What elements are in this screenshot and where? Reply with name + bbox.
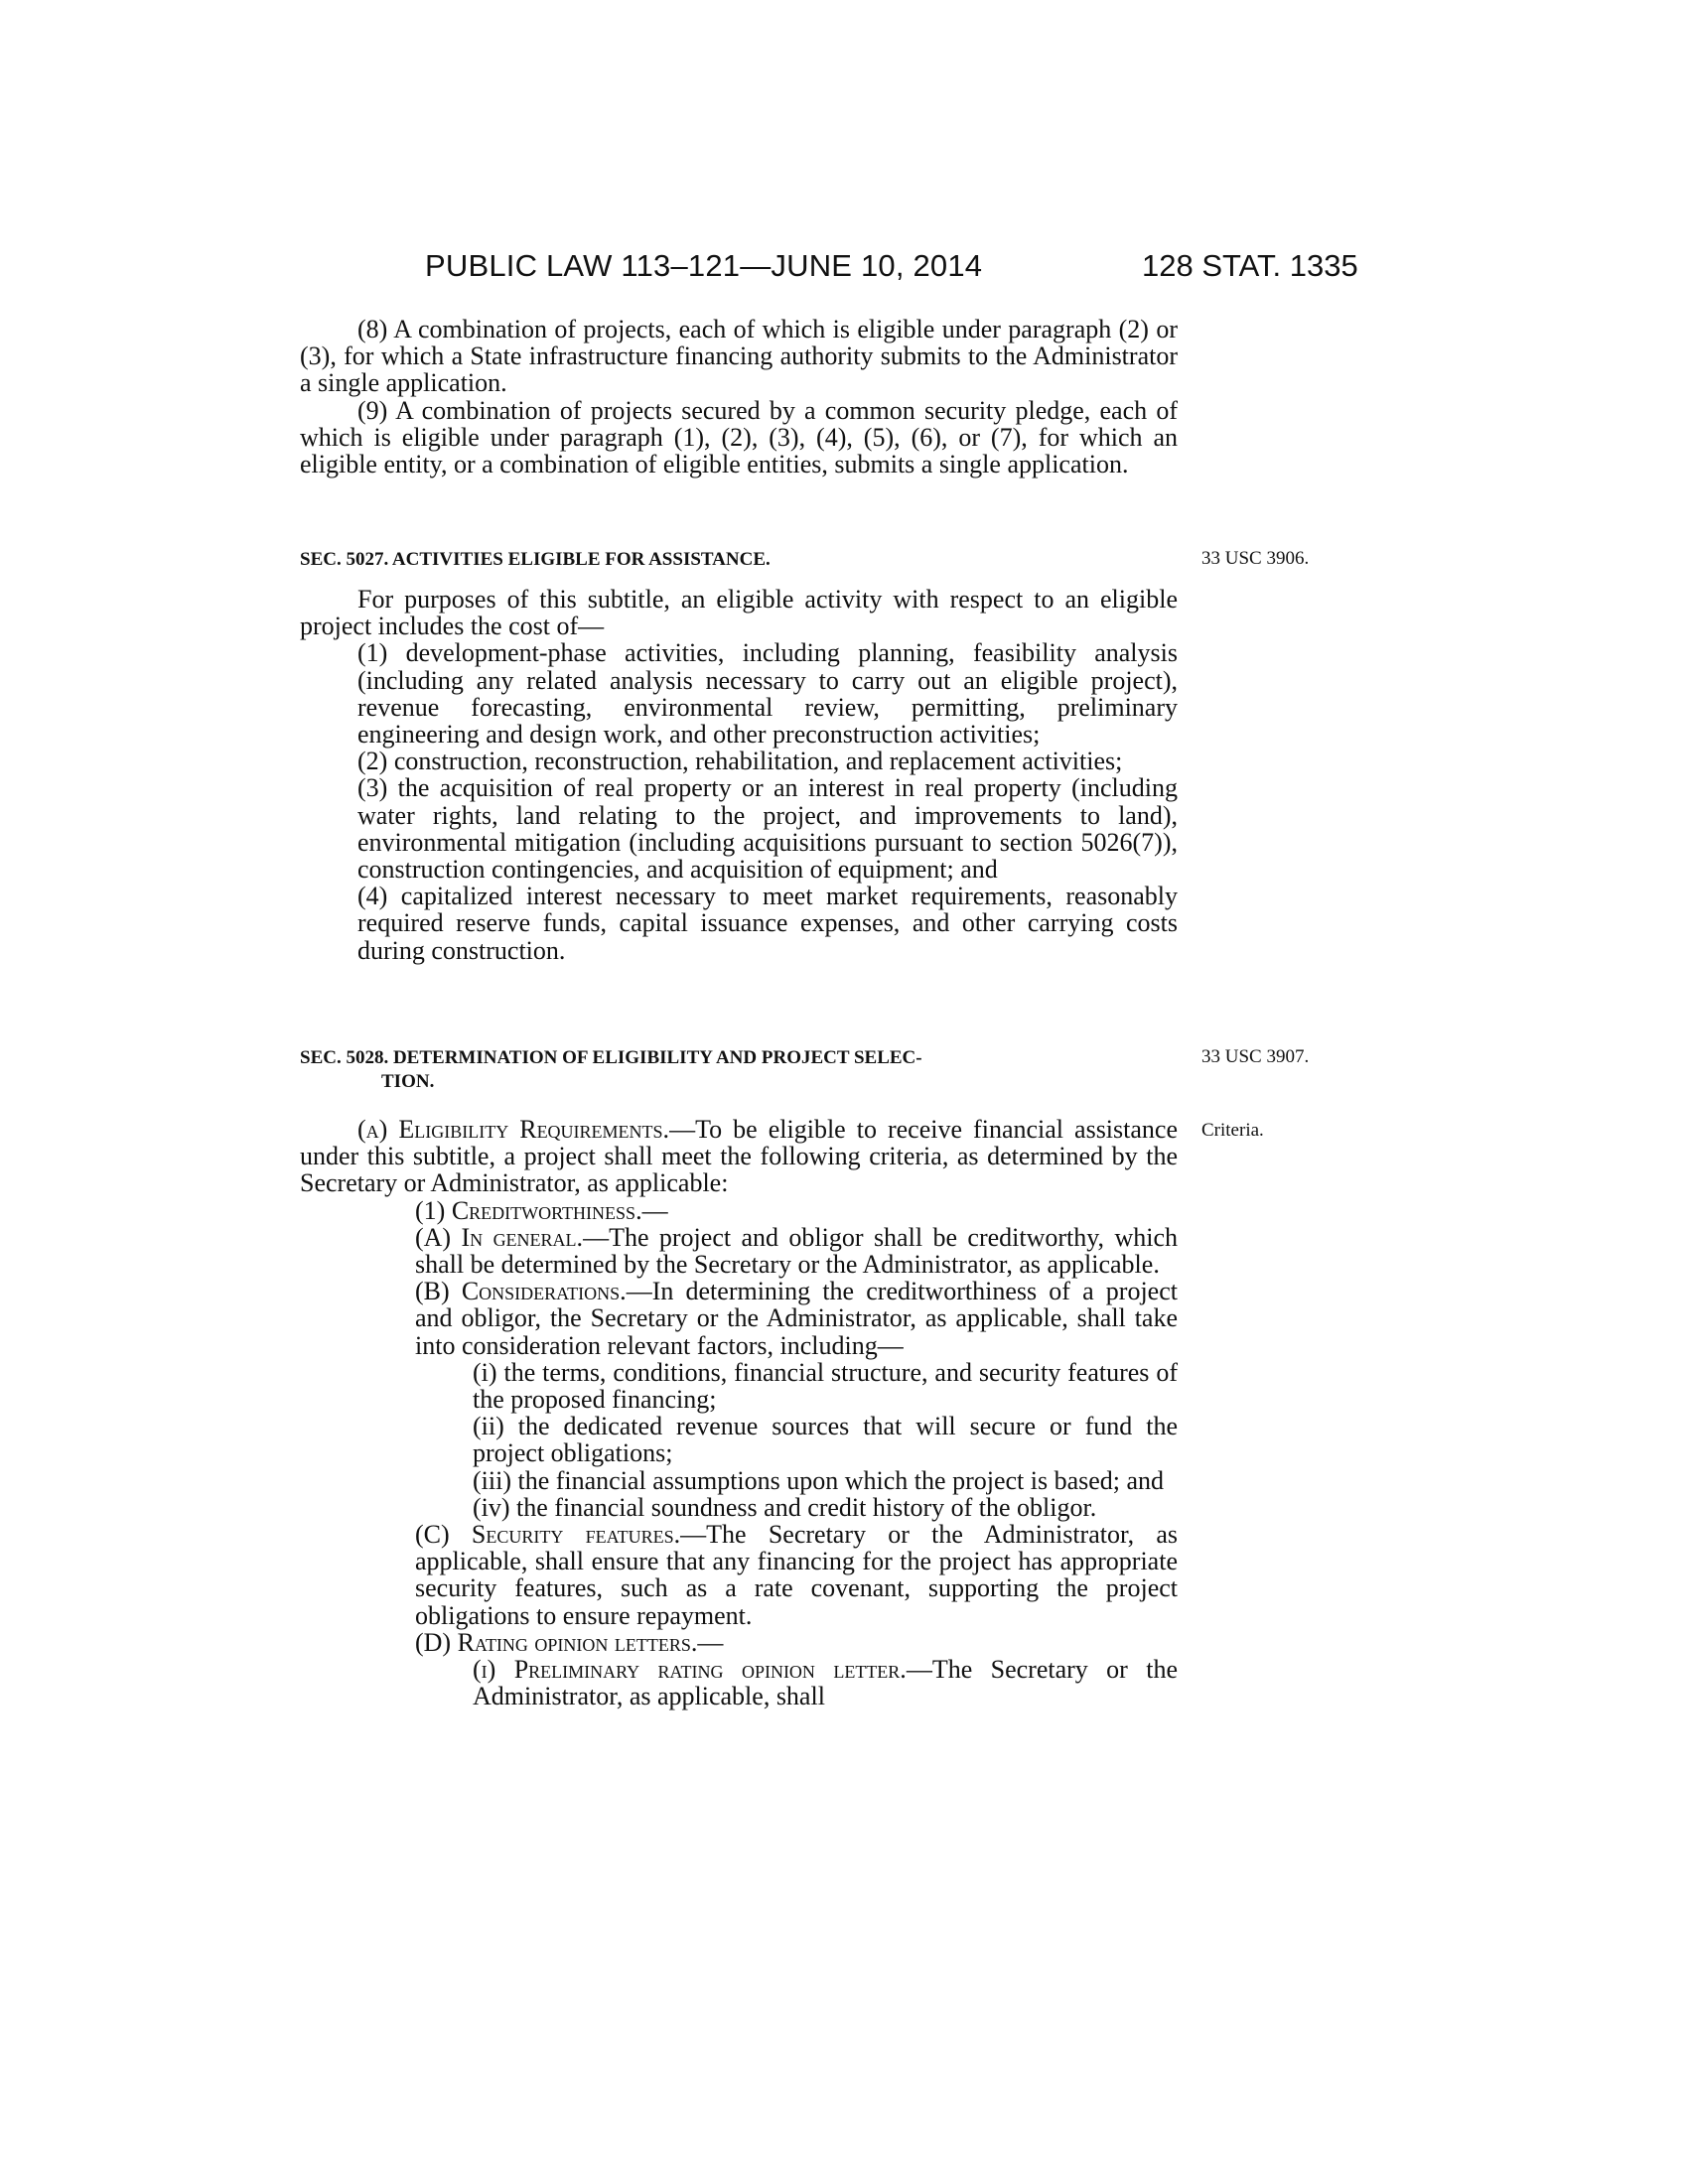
criterion-1-D-label: (D) Rating opinion letters. bbox=[415, 1627, 698, 1657]
activity-3: (3) the acquisition of real property or an interest in real property (including water rights, land relating to the project, and improvements to land), environmental mitigation (including acquisitions pursuant to section 5026(7)), construction contingencies, and acquisition of equipment; and bbox=[357, 773, 1178, 885]
section-5028-body bbox=[300, 1116, 1178, 1709]
page-header-title: PUBLIC LAW 113–121—JUNE 10, 2014 bbox=[425, 248, 983, 283]
criterion-1-B-ii: (ii) the dedicated revenue sources that will secure or fund the project obligations; bbox=[473, 1412, 1178, 1468]
section-5027-body bbox=[300, 586, 1178, 964]
section-5028-heading-line-1: SEC. 5028. DETERMINATION OF ELIGIBILITY AND PROJECT SELEC- bbox=[300, 1047, 922, 1068]
criterion-1-B-i: (i) the terms, conditions, financial structure, and security features of the proposed financing; bbox=[473, 1357, 1178, 1415]
margin-note-criteria: Criteria. bbox=[1201, 1120, 1264, 1141]
margin-note-usc-3907: 33 USC 3907. bbox=[1201, 1046, 1310, 1067]
activity-1-text: (1) development-phase activities, including planning, feasibility analysis (including any related analysis necessary to carry out an eligible project), revenue forecasting, environmental review, permitting, preliminary engineering and design work, and other preconstruction activities; bbox=[357, 638, 1178, 750]
section-5027-heading-row bbox=[300, 548, 1194, 572]
criterion-1-D-i bbox=[300, 1656, 1178, 1709]
criterion-1-label: (1) Creditworthiness. bbox=[415, 1195, 642, 1225]
section-5027-heading: SEC. 5027. ACTIVITIES ELIGIBLE FOR ASSISTANCE. bbox=[300, 549, 771, 570]
section-5027-intro: For purposes of this subtitle, an eligible activity with respect to an eligible project includes the cost of— bbox=[300, 585, 1178, 641]
subsection-a-text: —To be eligible to receive financial assistance under this subtitle, a project shall meet the following criteria, as determined by the Secretary or Administrator, as applicable: bbox=[300, 1115, 1178, 1198]
criterion-1-B-text: —In determining the creditworthiness of a project and obligor, the Secretary or the Administrator, as applicable, shall take into consideration relevant factors, including— bbox=[415, 1277, 1178, 1360]
criterion-1-D-dash: — bbox=[697, 1627, 724, 1657]
subsection-a bbox=[300, 1116, 1178, 1197]
criterion-1-B bbox=[300, 1278, 1178, 1359]
criterion-1-A-text: —The project and obligor shall be creditworthy, which shall be determined by the Secretary or the Administrator, as applicable. bbox=[415, 1222, 1178, 1280]
criterion-1-D-i-label: (i) Preliminary rating opinion letter. bbox=[473, 1655, 907, 1685]
criterion-1-dash: — bbox=[641, 1195, 668, 1225]
criterion-1 bbox=[300, 1197, 1178, 1224]
criterion-1-C-text: —The Secretary or the Administrator, as applicable, shall ensure that any financing for the project has appropriate security features, such as a rate covenant, supporting the project obligations to ensure repayment. bbox=[415, 1520, 1178, 1630]
margin-note-usc-3906: 33 USC 3906. bbox=[1201, 548, 1310, 569]
subsection-a-label: (a) Eligibility Requirements. bbox=[357, 1115, 670, 1144]
criterion-1-C-label: (C) Security features. bbox=[415, 1520, 681, 1550]
activity-1 bbox=[300, 639, 1178, 748]
section-5028-heading-row bbox=[300, 1046, 1194, 1094]
activity-4: (4) capitalized interest necessary to meet market requirements, reasonably required reserve funds, capital issuance expenses, and other carrying costs during construction. bbox=[357, 882, 1178, 965]
page-header-stat: 128 STAT. 1335 bbox=[1142, 248, 1358, 283]
criterion-1-D bbox=[300, 1629, 1178, 1656]
continued-list bbox=[300, 316, 1178, 478]
criterion-1-C bbox=[300, 1521, 1178, 1629]
paragraph-8: (8) A combination of projects, each of which is eligible under paragraph (2) or (3), for which a State infrastructure financing authority submits to the Administrator a single application. bbox=[300, 315, 1178, 398]
criterion-1-A bbox=[300, 1224, 1178, 1278]
activity-2: (2) construction, reconstruction, rehabilitation, and replacement activities; bbox=[357, 747, 1123, 776]
criterion-1-B-iii: (iii) the financial assumptions upon which the project is based; and bbox=[473, 1465, 1165, 1495]
criterion-1-D-i-text: —The Secretary or the Administrator, as applicable, shall bbox=[473, 1655, 1178, 1711]
paragraph-9: (9) A combination of projects secured by a common security pledge, each of which is eligible under paragraph (1), (2), (3), (4), (5), (6), or (7), for which an eligible entity, or a combination of eligible entities, submits a single application. bbox=[300, 395, 1178, 479]
criterion-1-B-iv: (iv) the financial soundness and credit history of the obligor. bbox=[473, 1492, 1097, 1522]
criterion-1-B-label: (B) Considerations. bbox=[415, 1277, 627, 1306]
section-5028-heading-line-2: TION. bbox=[381, 1071, 435, 1092]
criterion-1-A-label: (A) In general. bbox=[415, 1222, 584, 1252]
